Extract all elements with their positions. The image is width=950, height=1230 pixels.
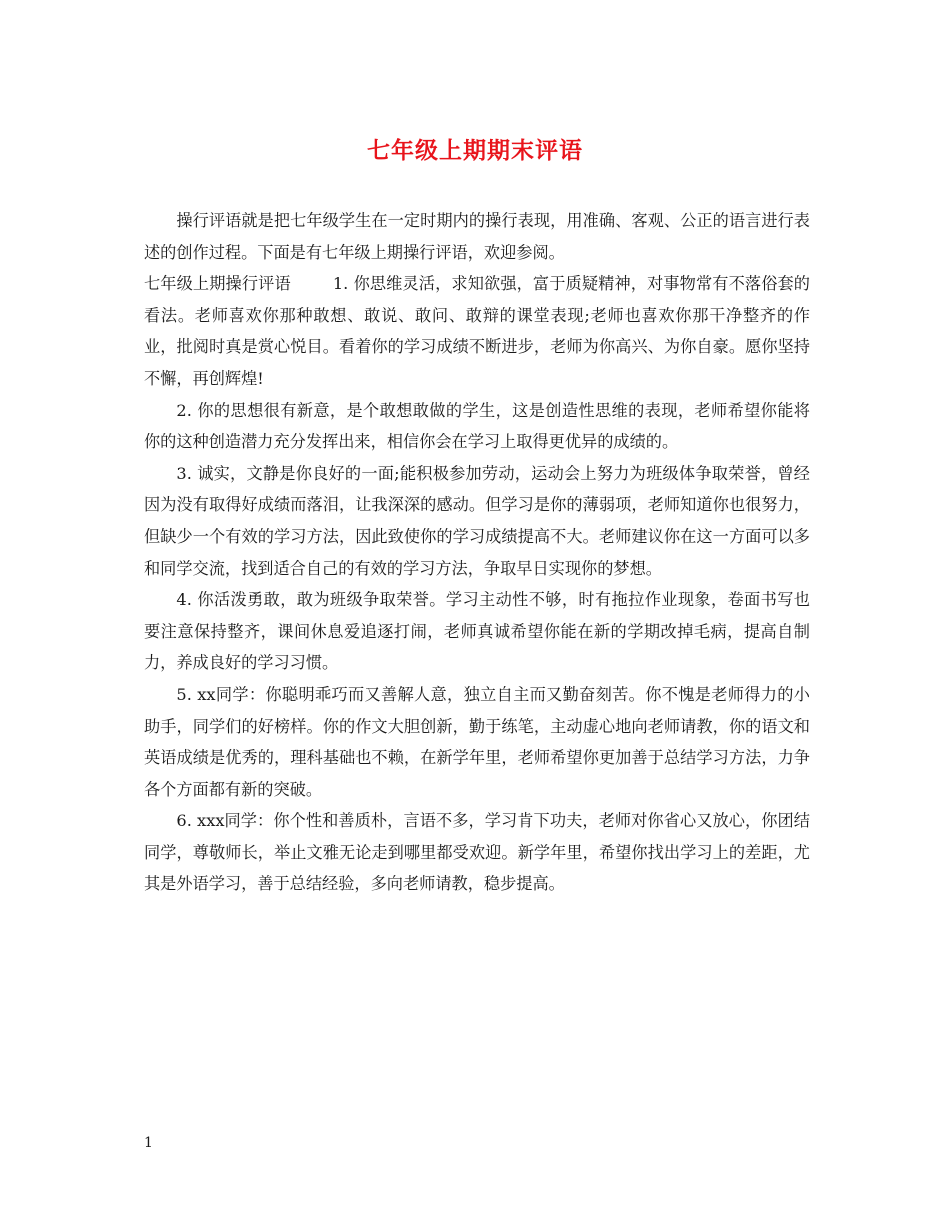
comment-item-1	[144, 268, 810, 394]
comment-item-4: 4. 你活泼勇敢，敢为班级争取荣誉。学习主动性不够，时有拖拉作业现象，卷面书写也要注意保持整齐，课间休息爱追逐打闹，老师真诚希望你能在新的学期改掉毛病，提高自制力，养成良好的学习习惯。	[144, 590, 810, 673]
comment-text-1: 1. 你思维灵活，求知欲强，富于质疑精神，对事物常有不落俗套的看法。老师喜欢你那种敢想、敢说、敢问、敢辩的课堂表现;老师也喜欢你那干净整齐的作业，批阅时真是赏心悦目。看着你的学习成绩不断进步，老师为你高兴、为你自豪。愿你坚持不懈，再创辉煌!	[144, 274, 810, 388]
section-heading: 七年级上期操行评语	[144, 274, 291, 294]
document-body	[144, 205, 810, 900]
page-number: 1	[144, 1135, 153, 1151]
document-title: 七年级上期期末评语	[367, 137, 583, 164]
comment-item-2: 2. 你的思想很有新意，是个敢想敢做的学生，这是创造性思维的表现，老师希望你能将你的这种创造潜力充分发挥出来，相信你会在学习上取得更优异的成绩的。	[144, 400, 810, 452]
intro-paragraph: 操行评语就是把七年级学生在一定时期内的操行表现，用准确、客观、公正的语言进行表述的创作过程。下面是有七年级上期操行评语，欢迎参阅。	[144, 211, 810, 262]
comment-item-6: 6. xxx同学：你个性和善质朴，言语不多，学习肯下功夫，老师对你省心又放心，你团结同学，尊敬师长，举止文雅无论走到哪里都受欢迎。新学年里，希望你找出学习上的差距，尤其是外语学习，善于总结经验，多向老师请教，稳步提高。	[144, 811, 810, 894]
comment-item-3: 3. 诚实，文静是你良好的一面;能积极参加劳动，运动会上努力为班级体争取荣誉，曾经因为没有取得好成绩而落泪，让我深深的感动。但学习是你的薄弱项，老师知道你也很努力，但缺少一个有效的学习方法，因此致使你的学习成绩提高不大。老师建议你在这一方面可以多和同学交流，找到适合自己的有效的学习方法，争取早日实现你的梦想。	[144, 463, 810, 578]
comment-item-5: 5. xx同学：你聪明乖巧而又善解人意，独立自主而又勤奋刻苦。你不愧是老师得力的小助手，同学们的好榜样。你的作文大胆创新，勤于练笔，主动虚心地向老师请教，你的语文和英语成绩是优秀的，理科基础也不赖，在新学年里，老师希望你更加善于总结学习方法，力争各个方面都有新的突破。	[144, 684, 810, 799]
